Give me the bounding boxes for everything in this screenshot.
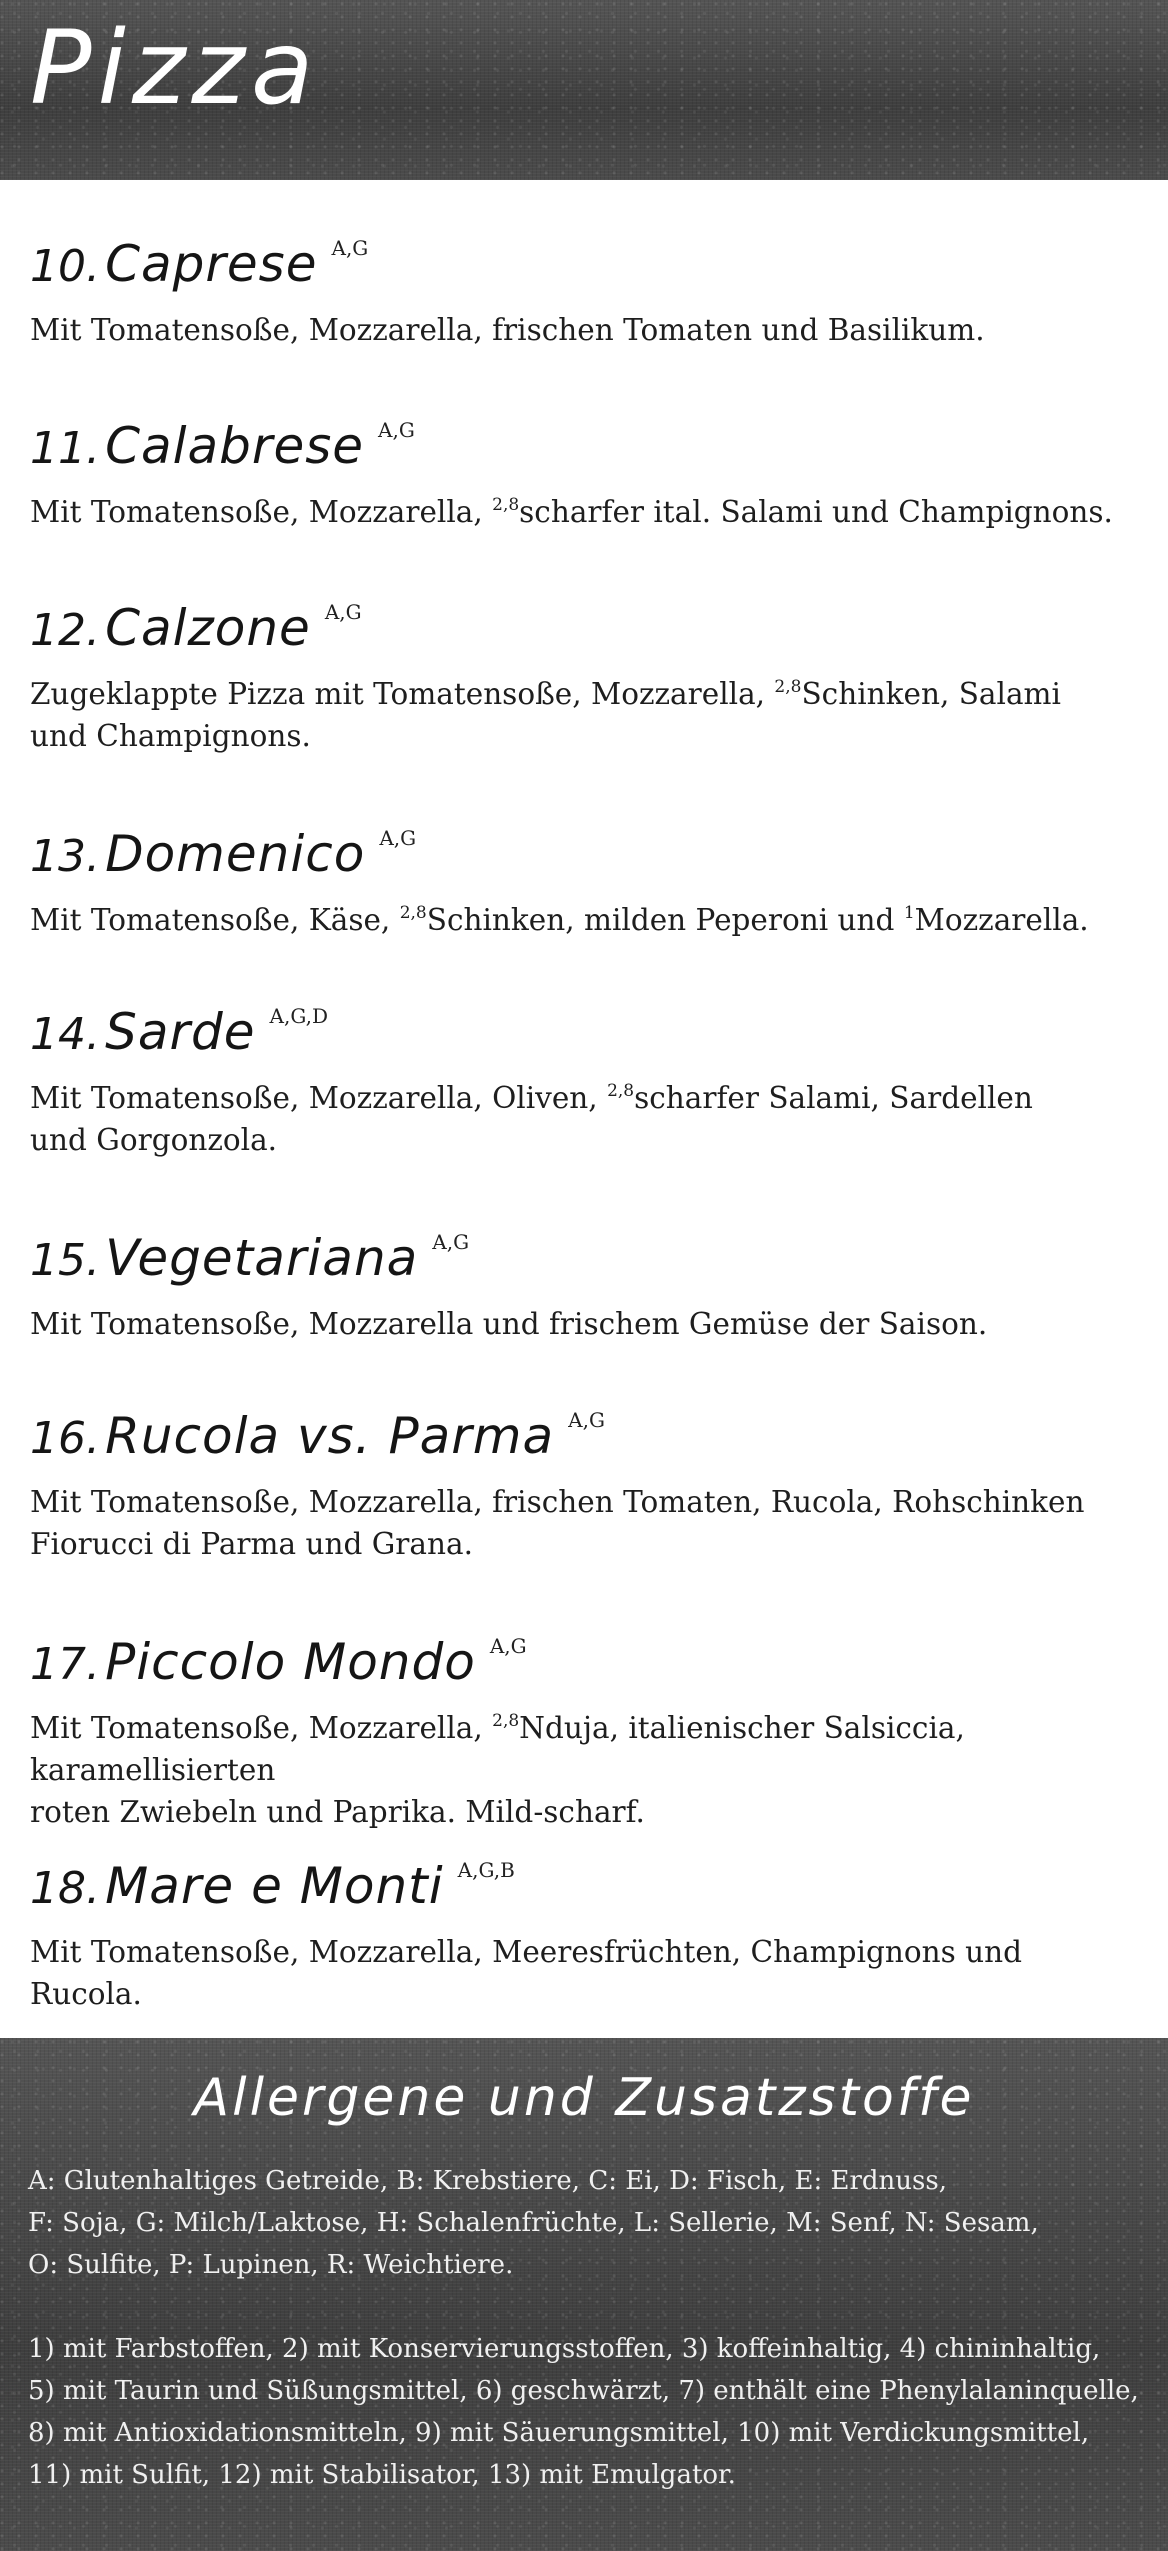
additive-superscript: 2,8 [774, 677, 802, 697]
additive-superscript: 2,8 [607, 1081, 635, 1101]
item-name: Calabrese [105, 417, 365, 475]
description-text: Mit Tomatensoße, Mozzarella, [30, 495, 493, 529]
item-number: 18. [30, 1863, 100, 1914]
item-number: 13. [30, 831, 100, 882]
menu-item [30, 1633, 1140, 1833]
item-name: Rucola vs. Parma [105, 1407, 555, 1465]
allergen-line: F: Soja, G: Milch/Laktose, H: Schalenfrüchte, L: Sellerie, M: Senf, N: Sesam, [28, 2208, 1039, 2238]
menu-item-heading [30, 825, 1140, 883]
description-text: Schinken, milden Peperoni und [426, 903, 904, 937]
description-text: Mozzarella. [914, 903, 1089, 937]
description-text: Nduja, italienischer Salsiccia, karamellisierten [30, 1711, 965, 1787]
description-text: Mit Tomatensoße, Mozzarella, Oliven, [30, 1081, 608, 1115]
item-description [30, 1481, 1140, 1565]
item-description [30, 673, 1140, 757]
item-allergen-codes: A,G [489, 1634, 527, 1658]
description-text: Mit Tomatensoße, Käse, [30, 903, 400, 937]
additive-superscript: 2,8 [399, 903, 427, 923]
menu-item [30, 1003, 1140, 1161]
item-description [30, 491, 1140, 533]
description-line [30, 1931, 1140, 2015]
item-description [30, 899, 1140, 941]
item-allergen-codes: A,G [324, 600, 362, 624]
description-text: Schinken, Salami [801, 677, 1061, 711]
description-line [30, 1119, 1140, 1161]
item-allergen-codes: A,G [432, 1230, 470, 1254]
item-name: Domenico [105, 825, 366, 883]
description-text: Mit Tomatensoße, Mozzarella, frischen Tomaten, Rucola, Rohschinken [30, 1485, 1085, 1519]
allergen-legend [0, 2038, 1168, 2551]
description-line [30, 1077, 1140, 1119]
additive-superscript: 1 [903, 903, 915, 923]
description-text: roten Zwiebeln und Paprika. Mild-scharf. [30, 1795, 645, 1829]
menu-item-heading [30, 1407, 1140, 1465]
description-line [30, 1481, 1140, 1523]
description-text: Mit Tomatensoße, Mozzarella, Meeresfrüchten, Champignons und Rucola. [30, 1935, 1023, 2011]
item-number: 15. [30, 1235, 100, 1286]
menu-item [30, 235, 1140, 351]
item-number: 14. [30, 1009, 100, 1060]
item-number: 12. [30, 605, 100, 656]
page-title: Pizza [30, 9, 320, 128]
description-line [30, 715, 1140, 757]
menu-item-heading [30, 235, 1140, 293]
description-line [30, 491, 1140, 533]
item-description [30, 1077, 1140, 1161]
description-line [30, 1791, 1140, 1833]
menu-item [30, 825, 1140, 941]
item-number: 11. [30, 423, 100, 474]
description-line [30, 1303, 1140, 1345]
item-description [30, 1707, 1140, 1833]
description-text: scharfer ital. Salami und Champignons. [519, 495, 1113, 529]
additive-line: 5) mit Taurin und Süßungsmittel, 6) geschwärzt, 7) enthält eine Phenylalaninquelle, [28, 2376, 1139, 2406]
item-description [30, 1303, 1140, 1345]
legend-title: Allergene und Zusatzstoffe [193, 2068, 975, 2128]
item-name: Caprese [105, 235, 318, 293]
menu-item [30, 1407, 1140, 1565]
item-name: Mare e Monti [105, 1857, 444, 1915]
description-text: Zugeklappte Pizza mit Tomatensoße, Mozzarella, [30, 677, 775, 711]
description-text: und Gorgonzola. [30, 1123, 278, 1157]
menu-item [30, 1857, 1140, 2015]
item-name: Calzone [105, 599, 311, 657]
additive-list [28, 2328, 1148, 2496]
menu-item-heading [30, 1633, 1140, 1691]
item-name: Vegetariana [105, 1229, 419, 1287]
item-name: Sarde [105, 1003, 256, 1061]
description-line [30, 309, 1140, 351]
description-line [30, 1707, 1140, 1791]
header-banner [0, 0, 1168, 180]
additive-superscript: 2,8 [492, 495, 520, 515]
description-line [30, 899, 1140, 941]
additive-superscript: 2,8 [492, 1711, 520, 1731]
additive-line: 1) mit Farbstoffen, 2) mit Konservierungsstoffen, 3) koffeinhaltig, 4) chininhaltig, [28, 2334, 1101, 2364]
description-text: und Champignons. [30, 719, 311, 753]
description-line [30, 673, 1140, 715]
description-text: Mit Tomatensoße, Mozzarella, [30, 1711, 493, 1745]
item-allergen-codes: A,G [331, 236, 369, 260]
menu-item-heading [30, 1857, 1140, 1915]
item-description [30, 309, 1140, 351]
menu-item-heading [30, 417, 1140, 475]
item-number: 10. [30, 241, 100, 292]
additive-line: 11) mit Sulfit, 12) mit Stabilisator, 13) mit Emulgator. [28, 2460, 736, 2490]
allergen-line: A: Glutenhaltiges Getreide, B: Krebstiere, C: Ei, D: Fisch, E: Erdnuss, [28, 2166, 947, 2196]
allergen-list [28, 2160, 1148, 2286]
description-text: Fiorucci di Parma und Grana. [30, 1527, 473, 1561]
menu-item-heading [30, 599, 1140, 657]
menu-item [30, 599, 1140, 757]
item-allergen-codes: A,G [568, 1408, 605, 1432]
item-number: 16. [30, 1413, 100, 1464]
description-line [30, 1523, 1140, 1565]
menu-item [30, 417, 1140, 533]
description-text: Mit Tomatensoße, Mozzarella und frischem Gemüse der Saison. [30, 1307, 988, 1341]
item-allergen-codes: A,G,B [457, 1858, 515, 1882]
item-name: Piccolo Mondo [105, 1633, 476, 1691]
menu-item-heading [30, 1229, 1140, 1287]
item-allergen-codes: A,G [378, 418, 415, 442]
allergen-line: O: Sulfite, P: Lupinen, R: Weichtiere. [28, 2250, 514, 2280]
item-allergen-codes: A,G,D [269, 1004, 328, 1028]
item-number: 17. [30, 1639, 100, 1690]
description-text: Mit Tomatensoße, Mozzarella, frischen Tomaten und Basilikum. [30, 313, 985, 347]
description-text: scharfer Salami, Sardellen [634, 1081, 1033, 1115]
menu-item [30, 1229, 1140, 1345]
additive-line: 8) mit Antioxidationsmitteln, 9) mit Säuerungsmittel, 10) mit Verdickungsmittel, [28, 2418, 1090, 2448]
item-description [30, 1931, 1140, 2015]
menu-item-heading [30, 1003, 1140, 1061]
item-allergen-codes: A,G [379, 826, 417, 850]
